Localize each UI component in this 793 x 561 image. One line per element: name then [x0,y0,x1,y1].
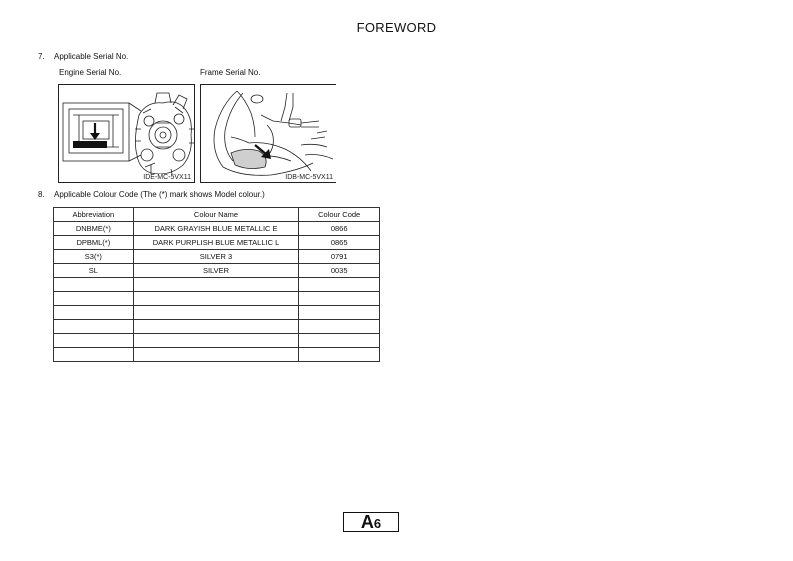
empty-cell [299,306,380,320]
frame-image-code: IDB-MC-5VX11 [285,174,333,181]
section-7-number: 7. [38,52,45,61]
empty-cell [299,334,380,348]
empty-cell [133,278,299,292]
table-row [54,264,380,278]
engine-drawing [59,85,195,183]
engine-serial-illustration [58,84,195,183]
table-row [54,250,380,264]
empty-cell [54,348,134,362]
colour-code-cell: 0035 [299,264,380,278]
page-number-badge [343,512,399,532]
empty-cell [299,320,380,334]
empty-cell [299,292,380,306]
empty-cell [54,306,134,320]
abbreviation-cell: S3(*) [54,250,134,264]
empty-cell [133,334,299,348]
table-row-empty [54,334,380,348]
table-row-empty [54,278,380,292]
colour-name-cell: DARK PURPLISH BLUE METALLIC L [133,236,299,250]
colour-name-cell: DARK GRAYISH BLUE METALLIC E [133,222,299,236]
table-row-empty [54,292,380,306]
table-row-empty [54,348,380,362]
empty-cell [54,334,134,348]
colour-name-cell: SILVER [133,264,299,278]
frame-drawing [201,85,336,183]
page-title: FOREWORD [356,20,437,35]
empty-cell [54,320,134,334]
section-8-number: 8. [38,190,45,199]
table-row [54,236,380,250]
engine-image-code: IDE-MC-5VX11 [143,174,191,181]
colour-code-cell: 0865 [299,236,380,250]
empty-cell [299,348,380,362]
colour-code-cell: 0791 [299,250,380,264]
section-8-title: Applicable Colour Code (The (*) mark shows Model colour.) [54,190,265,199]
section-7-heading [38,52,128,61]
empty-cell [54,292,134,306]
header-colour-code: Colour Code [299,208,380,222]
abbreviation-cell: DNBME(*) [54,222,134,236]
colour-code-table [53,207,380,362]
frame-serial-caption: Frame Serial No. [200,68,261,77]
empty-cell [299,278,380,292]
header-abbreviation: Abbreviation [54,208,134,222]
abbreviation-cell: DPBML(*) [54,236,134,250]
empty-cell [133,292,299,306]
table-row-empty [54,320,380,334]
header-colour-name: Colour Name [133,208,299,222]
table-row-empty [54,306,380,320]
page-letter: A [360,512,374,532]
section-8-heading [38,190,265,199]
colour-name-cell: SILVER 3 [133,250,299,264]
abbreviation-cell: SL [54,264,134,278]
empty-cell [133,320,299,334]
empty-cell [133,348,299,362]
engine-serial-caption: Engine Serial No. [59,68,122,77]
empty-cell [54,278,134,292]
table-header-row [54,208,380,222]
page-number: 6 [373,516,382,531]
empty-cell [133,306,299,320]
table-row [54,222,380,236]
section-7-title: Applicable Serial No. [54,52,129,61]
colour-code-cell: 0866 [299,222,380,236]
frame-serial-illustration [200,84,336,183]
